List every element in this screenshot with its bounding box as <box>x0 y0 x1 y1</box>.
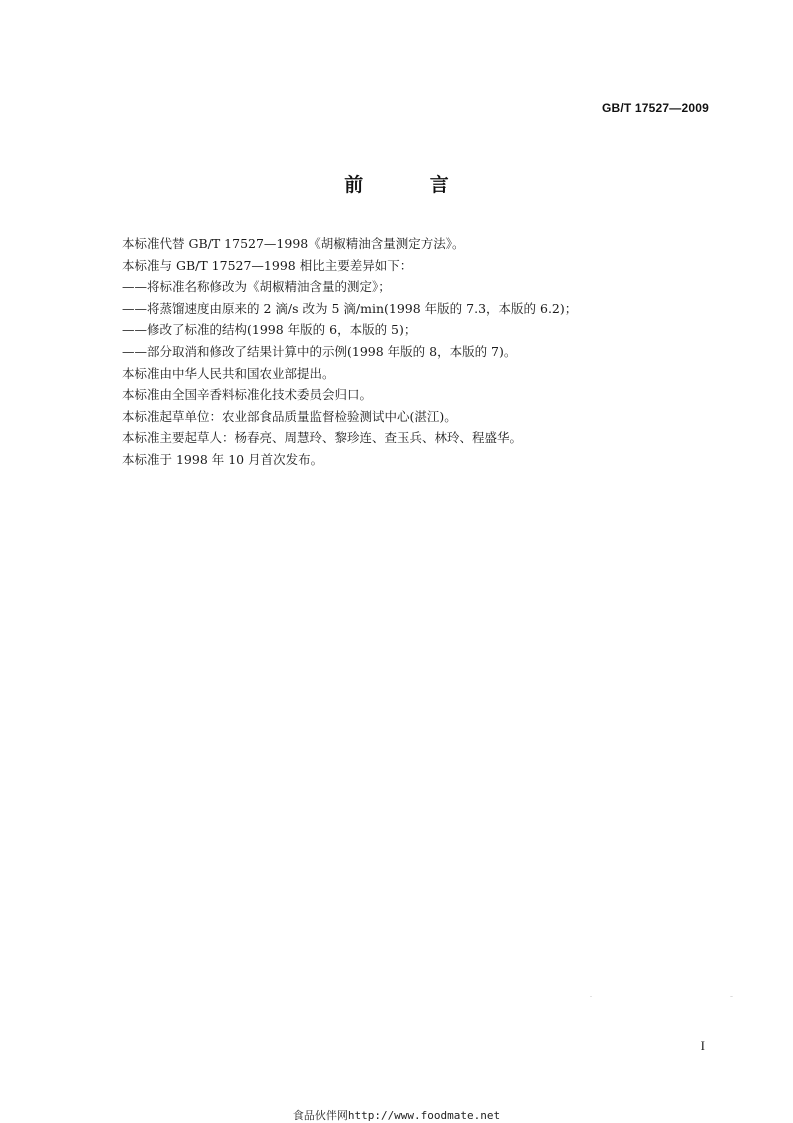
scan-speck <box>590 996 592 997</box>
paragraph: 本标准与 GB/T 17527—1998 相比主要差异如下： <box>122 257 413 273</box>
list-item: ——将标准名称修改为《胡椒精油含量的测定》； <box>122 279 391 295</box>
standard-code: GB/T 17527—2009 <box>601 101 709 115</box>
scan-speck <box>730 996 733 997</box>
paragraph: 本标准由中华人民共和国农业部提出。 <box>122 365 335 381</box>
paragraph: 本标准于 1998 年 10 月首次发布。 <box>122 451 324 467</box>
list-item: ——部分取消和修改了结果计算中的示例(1998 年版的 8，本版的 7)。 <box>122 343 517 359</box>
paragraph: 本标准主要起草人：杨春亮、周慧玲、黎珍连、查玉兵、林玲、程盛华。 <box>122 430 523 446</box>
foreword-body <box>122 233 722 471</box>
list-item: ——将蒸馏速度由原来的 2 滴/s 改为 5 滴/min(1998 年版的 7.3，本版的 6.2)； <box>122 300 578 316</box>
paragraph: 本标准起草单位：农业部食品质量监督检验测试中心(湛江)。 <box>122 408 457 424</box>
list-item: ——修改了标准的结构(1998 年版的 6，本版的 5)； <box>122 322 417 338</box>
page-number: I <box>700 1038 705 1053</box>
watermark-text: 食品伙伴网http://www.foodmate.net <box>292 1109 501 1122</box>
paragraph: 本标准由全国辛香料标准化技术委员会归口。 <box>122 387 373 403</box>
paragraph: 本标准代替 GB/T 17527—1998《胡椒精油含量测定方法》。 <box>122 236 465 251</box>
page-title: 前 言 <box>344 174 479 196</box>
